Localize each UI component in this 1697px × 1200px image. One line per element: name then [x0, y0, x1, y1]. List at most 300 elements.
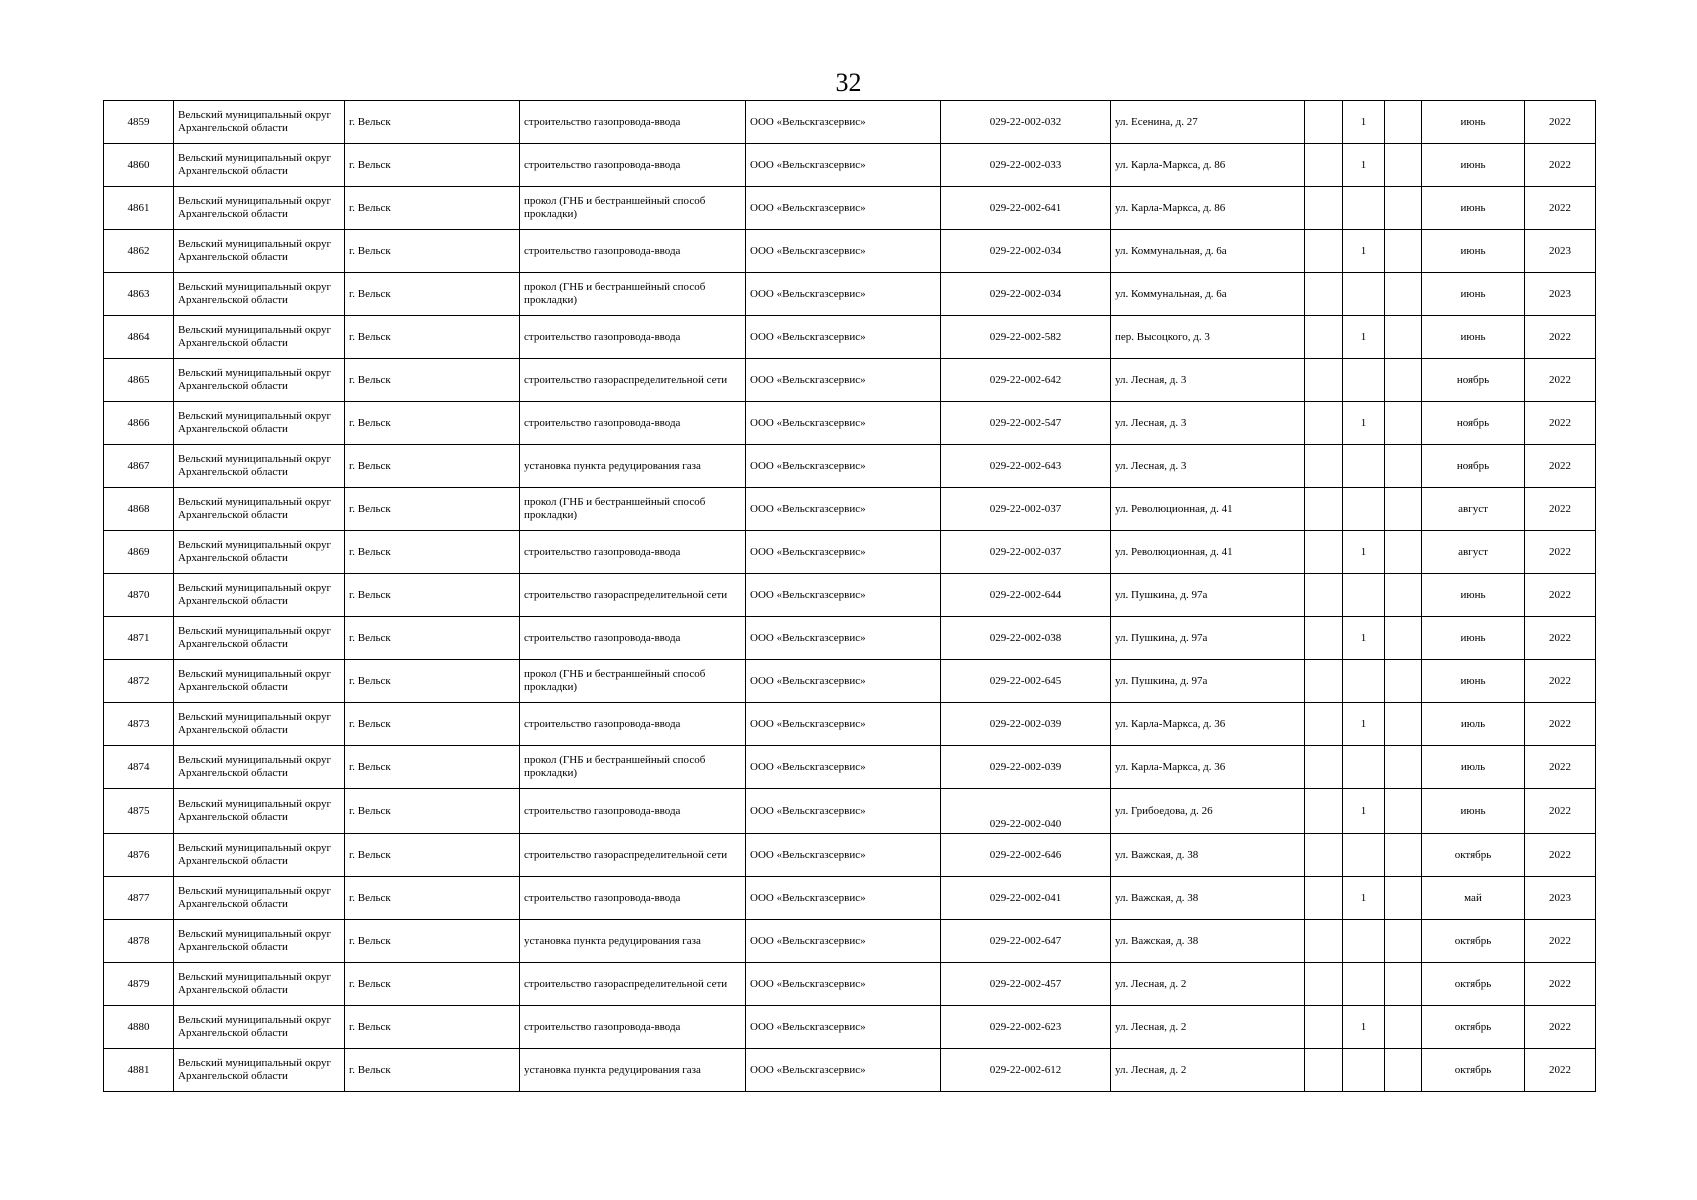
cell-district: Вельский муниципальный округ Архангельской области — [174, 703, 345, 746]
cell-year: 2022 — [1525, 1006, 1596, 1049]
cell-district: Вельский муниципальный округ Архангельской области — [174, 877, 345, 920]
cell-address: ул. Коммунальная, д. 6а — [1111, 230, 1305, 273]
cell-district: Вельский муниципальный округ Архангельской области — [174, 101, 345, 144]
cell-city: г. Вельск — [345, 187, 520, 230]
cell-district: Вельский муниципальный округ Архангельской области — [174, 1006, 345, 1049]
cell-address: ул. Революционная, д. 41 — [1111, 488, 1305, 531]
cell-code: 029-22-002-034 — [941, 273, 1111, 316]
cell-code: 029-22-002-038 — [941, 617, 1111, 660]
cell-empty — [1305, 230, 1343, 273]
cell-month: ноябрь — [1422, 402, 1525, 445]
cell-empty — [1385, 187, 1422, 230]
table-row — [104, 273, 1596, 316]
cell-city: г. Вельск — [345, 703, 520, 746]
cell-month: июнь — [1422, 316, 1525, 359]
cell-address: ул. Есенина, д. 27 — [1111, 101, 1305, 144]
cell-month: октябрь — [1422, 963, 1525, 1006]
cell-district: Вельский муниципальный округ Архангельской области — [174, 920, 345, 963]
cell-row-number: 4877 — [104, 877, 174, 920]
cell-district: Вельский муниципальный округ Архангельской области — [174, 660, 345, 703]
table-body — [104, 101, 1596, 1092]
cell-empty — [1385, 402, 1422, 445]
cell-month: июнь — [1422, 617, 1525, 660]
cell-empty — [1305, 273, 1343, 316]
cell-city: г. Вельск — [345, 1049, 520, 1092]
cell-quantity — [1343, 488, 1385, 531]
cell-district: Вельский муниципальный округ Архангельской области — [174, 488, 345, 531]
cell-city: г. Вельск — [345, 617, 520, 660]
cell-district: Вельский муниципальный округ Архангельской области — [174, 359, 345, 402]
cell-code: 029-22-002-032 — [941, 101, 1111, 144]
cell-empty — [1305, 877, 1343, 920]
cell-organization: ООО «Вельскгазсервис» — [746, 445, 941, 488]
cell-organization: ООО «Вельскгазсервис» — [746, 531, 941, 574]
cell-quantity: 1 — [1343, 789, 1385, 834]
cell-row-number: 4873 — [104, 703, 174, 746]
cell-row-number: 4880 — [104, 1006, 174, 1049]
cell-address: ул. Карла-Маркса, д. 86 — [1111, 187, 1305, 230]
cell-organization: ООО «Вельскгазсервис» — [746, 316, 941, 359]
cell-address: ул. Карла-Маркса, д. 36 — [1111, 703, 1305, 746]
cell-quantity — [1343, 963, 1385, 1006]
cell-address: ул. Коммунальная, д. 6а — [1111, 273, 1305, 316]
cell-code: 029-22-002-623 — [941, 1006, 1111, 1049]
cell-city: г. Вельск — [345, 445, 520, 488]
cell-address: ул. Карла-Маркса, д. 36 — [1111, 746, 1305, 789]
cell-organization: ООО «Вельскгазсервис» — [746, 877, 941, 920]
cell-address: ул. Пушкина, д. 97а — [1111, 574, 1305, 617]
cell-code: 029-22-002-642 — [941, 359, 1111, 402]
cell-row-number: 4872 — [104, 660, 174, 703]
cell-quantity: 1 — [1343, 531, 1385, 574]
cell-quantity — [1343, 445, 1385, 488]
cell-row-number: 4866 — [104, 402, 174, 445]
table-row — [104, 187, 1596, 230]
cell-empty — [1305, 101, 1343, 144]
cell-row-number: 4859 — [104, 101, 174, 144]
cell-year: 2023 — [1525, 273, 1596, 316]
cell-month: июнь — [1422, 187, 1525, 230]
cell-quantity: 1 — [1343, 877, 1385, 920]
cell-organization: ООО «Вельскгазсервис» — [746, 187, 941, 230]
cell-row-number: 4870 — [104, 574, 174, 617]
cell-work-type: строительство газораспределительной сети — [520, 834, 746, 877]
cell-empty — [1305, 316, 1343, 359]
table-row — [104, 963, 1596, 1006]
cell-district: Вельский муниципальный округ Архангельской области — [174, 746, 345, 789]
cell-work-type: прокол (ГНБ и бестраншейный способ прокладки) — [520, 660, 746, 703]
table-row — [104, 834, 1596, 877]
table-row — [104, 445, 1596, 488]
cell-row-number: 4863 — [104, 273, 174, 316]
cell-year: 2022 — [1525, 703, 1596, 746]
cell-code: 029-22-002-644 — [941, 574, 1111, 617]
table-row — [104, 1049, 1596, 1092]
cell-empty — [1385, 877, 1422, 920]
cell-empty — [1385, 703, 1422, 746]
cell-month: июнь — [1422, 789, 1525, 834]
cell-organization: ООО «Вельскгазсервис» — [746, 834, 941, 877]
cell-quantity: 1 — [1343, 1006, 1385, 1049]
cell-work-type: строительство газопровода-ввода — [520, 877, 746, 920]
cell-quantity: 1 — [1343, 703, 1385, 746]
cell-row-number: 4865 — [104, 359, 174, 402]
cell-city: г. Вельск — [345, 273, 520, 316]
table-row — [104, 877, 1596, 920]
cell-district: Вельский муниципальный округ Архангельской области — [174, 574, 345, 617]
cell-work-type: строительство газопровода-ввода — [520, 1006, 746, 1049]
cell-year: 2022 — [1525, 316, 1596, 359]
cell-year: 2022 — [1525, 531, 1596, 574]
cell-address: пер. Высоцкого, д. 3 — [1111, 316, 1305, 359]
cell-work-type: строительство газопровода-ввода — [520, 316, 746, 359]
cell-city: г. Вельск — [345, 789, 520, 834]
cell-city: г. Вельск — [345, 316, 520, 359]
cell-year: 2022 — [1525, 488, 1596, 531]
cell-year: 2022 — [1525, 574, 1596, 617]
cell-district: Вельский муниципальный округ Архангельской области — [174, 273, 345, 316]
cell-work-type: установка пункта редуцирования газа — [520, 1049, 746, 1092]
cell-district: Вельский муниципальный округ Архангельской области — [174, 531, 345, 574]
cell-year: 2022 — [1525, 789, 1596, 834]
cell-organization: ООО «Вельскгазсервис» — [746, 574, 941, 617]
cell-month: октябрь — [1422, 834, 1525, 877]
cell-address: ул. Лесная, д. 3 — [1111, 359, 1305, 402]
table-row — [104, 531, 1596, 574]
cell-empty — [1385, 273, 1422, 316]
cell-month: октябрь — [1422, 1006, 1525, 1049]
cell-code: 029-22-002-037 — [941, 488, 1111, 531]
cell-empty — [1385, 789, 1422, 834]
cell-year: 2022 — [1525, 445, 1596, 488]
cell-district: Вельский муниципальный округ Архангельской области — [174, 834, 345, 877]
cell-quantity — [1343, 834, 1385, 877]
cell-empty — [1305, 617, 1343, 660]
cell-address: ул. Важская, д. 38 — [1111, 877, 1305, 920]
cell-city: г. Вельск — [345, 660, 520, 703]
cell-month: июль — [1422, 746, 1525, 789]
cell-district: Вельский муниципальный округ Архангельской области — [174, 963, 345, 1006]
cell-address: ул. Революционная, д. 41 — [1111, 531, 1305, 574]
cell-city: г. Вельск — [345, 402, 520, 445]
cell-city: г. Вельск — [345, 877, 520, 920]
cell-row-number: 4861 — [104, 187, 174, 230]
cell-empty — [1385, 445, 1422, 488]
table-row — [104, 1006, 1596, 1049]
cell-quantity — [1343, 187, 1385, 230]
cell-year: 2022 — [1525, 402, 1596, 445]
cell-district: Вельский муниципальный округ Архангельской области — [174, 230, 345, 273]
cell-quantity: 1 — [1343, 402, 1385, 445]
cell-row-number: 4867 — [104, 445, 174, 488]
cell-empty — [1385, 359, 1422, 402]
cell-work-type: прокол (ГНБ и бестраншейный способ прокладки) — [520, 187, 746, 230]
cell-work-type: строительство газопровода-ввода — [520, 531, 746, 574]
registry-table — [103, 100, 1596, 1092]
cell-district: Вельский муниципальный округ Архангельской области — [174, 316, 345, 359]
cell-code: 029-22-002-645 — [941, 660, 1111, 703]
cell-district: Вельский муниципальный округ Архангельской области — [174, 402, 345, 445]
cell-empty — [1305, 445, 1343, 488]
cell-work-type: строительство газопровода-ввода — [520, 617, 746, 660]
cell-organization: ООО «Вельскгазсервис» — [746, 963, 941, 1006]
cell-work-type: строительство газопровода-ввода — [520, 402, 746, 445]
cell-empty — [1305, 402, 1343, 445]
cell-city: г. Вельск — [345, 920, 520, 963]
cell-organization: ООО «Вельскгазсервис» — [746, 488, 941, 531]
cell-work-type: прокол (ГНБ и бестраншейный способ прокладки) — [520, 273, 746, 316]
table-row — [104, 359, 1596, 402]
cell-code: 029-22-002-582 — [941, 316, 1111, 359]
cell-empty — [1305, 144, 1343, 187]
cell-empty — [1305, 789, 1343, 834]
cell-address: ул. Пушкина, д. 97а — [1111, 617, 1305, 660]
cell-address: ул. Пушкина, д. 97а — [1111, 660, 1305, 703]
cell-empty — [1385, 531, 1422, 574]
cell-month: август — [1422, 488, 1525, 531]
cell-organization: ООО «Вельскгазсервис» — [746, 359, 941, 402]
cell-city: г. Вельск — [345, 531, 520, 574]
cell-month: ноябрь — [1422, 445, 1525, 488]
cell-empty — [1385, 1006, 1422, 1049]
cell-code: 029-22-002-643 — [941, 445, 1111, 488]
cell-empty — [1385, 746, 1422, 789]
cell-address: ул. Важская, д. 38 — [1111, 920, 1305, 963]
cell-quantity — [1343, 574, 1385, 617]
cell-row-number: 4875 — [104, 789, 174, 834]
cell-organization: ООО «Вельскгазсервис» — [746, 1006, 941, 1049]
cell-year: 2022 — [1525, 617, 1596, 660]
cell-quantity: 1 — [1343, 144, 1385, 187]
cell-year: 2023 — [1525, 877, 1596, 920]
cell-empty — [1385, 1049, 1422, 1092]
cell-row-number: 4876 — [104, 834, 174, 877]
table-row — [104, 574, 1596, 617]
cell-work-type: строительство газопровода-ввода — [520, 703, 746, 746]
cell-empty — [1305, 834, 1343, 877]
table-row — [104, 746, 1596, 789]
cell-empty — [1385, 144, 1422, 187]
cell-code: 029-22-002-647 — [941, 920, 1111, 963]
cell-code: 029-22-002-033 — [941, 144, 1111, 187]
cell-address: ул. Лесная, д. 3 — [1111, 445, 1305, 488]
cell-empty — [1305, 1006, 1343, 1049]
cell-work-type: строительство газопровода-ввода — [520, 101, 746, 144]
cell-work-type: строительство газопровода-ввода — [520, 144, 746, 187]
cell-code: 029-22-002-547 — [941, 402, 1111, 445]
cell-month: июнь — [1422, 574, 1525, 617]
cell-quantity: 1 — [1343, 230, 1385, 273]
cell-month: июнь — [1422, 660, 1525, 703]
cell-month: ноябрь — [1422, 359, 1525, 402]
cell-month: июнь — [1422, 101, 1525, 144]
cell-organization: ООО «Вельскгазсервис» — [746, 920, 941, 963]
cell-quantity: 1 — [1343, 316, 1385, 359]
cell-year: 2022 — [1525, 187, 1596, 230]
cell-city: г. Вельск — [345, 963, 520, 1006]
cell-work-type: строительство газопровода-ввода — [520, 789, 746, 834]
table-row — [104, 920, 1596, 963]
cell-month: октябрь — [1422, 1049, 1525, 1092]
cell-empty — [1305, 1049, 1343, 1092]
cell-empty — [1385, 488, 1422, 531]
cell-organization: ООО «Вельскгазсервис» — [746, 617, 941, 660]
cell-row-number: 4871 — [104, 617, 174, 660]
cell-year: 2022 — [1525, 359, 1596, 402]
cell-organization: ООО «Вельскгазсервис» — [746, 789, 941, 834]
cell-city: г. Вельск — [345, 359, 520, 402]
cell-row-number: 4864 — [104, 316, 174, 359]
cell-row-number: 4860 — [104, 144, 174, 187]
cell-organization: ООО «Вельскгазсервис» — [746, 230, 941, 273]
cell-address: ул. Лесная, д. 3 — [1111, 402, 1305, 445]
cell-quantity — [1343, 660, 1385, 703]
cell-row-number: 4868 — [104, 488, 174, 531]
cell-address: ул. Лесная, д. 2 — [1111, 1049, 1305, 1092]
table-row — [104, 488, 1596, 531]
cell-row-number: 4869 — [104, 531, 174, 574]
cell-empty — [1385, 101, 1422, 144]
cell-organization: ООО «Вельскгазсервис» — [746, 144, 941, 187]
cell-quantity: 1 — [1343, 101, 1385, 144]
cell-empty — [1305, 574, 1343, 617]
cell-city: г. Вельск — [345, 488, 520, 531]
table-row — [104, 660, 1596, 703]
cell-year: 2022 — [1525, 920, 1596, 963]
cell-city: г. Вельск — [345, 144, 520, 187]
cell-address: ул. Лесная, д. 2 — [1111, 963, 1305, 1006]
cell-organization: ООО «Вельскгазсервис» — [746, 703, 941, 746]
cell-address: ул. Лесная, д. 2 — [1111, 1006, 1305, 1049]
cell-quantity — [1343, 273, 1385, 316]
table-row — [104, 789, 1596, 834]
cell-code: 029-22-002-040 — [941, 789, 1111, 834]
table-row — [104, 316, 1596, 359]
page-number: 32 — [835, 68, 862, 97]
cell-district: Вельский муниципальный округ Архангельской области — [174, 789, 345, 834]
cell-empty — [1385, 834, 1422, 877]
cell-year: 2023 — [1525, 230, 1596, 273]
cell-city: г. Вельск — [345, 746, 520, 789]
table-row — [104, 703, 1596, 746]
cell-month: июнь — [1422, 273, 1525, 316]
cell-empty — [1385, 230, 1422, 273]
cell-month: июль — [1422, 703, 1525, 746]
cell-row-number: 4879 — [104, 963, 174, 1006]
cell-row-number: 4878 — [104, 920, 174, 963]
cell-empty — [1305, 488, 1343, 531]
cell-address: ул. Важская, д. 38 — [1111, 834, 1305, 877]
cell-row-number: 4874 — [104, 746, 174, 789]
cell-empty — [1385, 316, 1422, 359]
cell-year: 2022 — [1525, 963, 1596, 1006]
cell-work-type: прокол (ГНБ и бестраншейный способ прокладки) — [520, 488, 746, 531]
cell-quantity — [1343, 746, 1385, 789]
cell-city: г. Вельск — [345, 574, 520, 617]
cell-row-number: 4881 — [104, 1049, 174, 1092]
cell-year: 2022 — [1525, 660, 1596, 703]
cell-quantity — [1343, 359, 1385, 402]
cell-organization: ООО «Вельскгазсервис» — [746, 746, 941, 789]
cell-quantity: 1 — [1343, 617, 1385, 660]
cell-empty — [1305, 963, 1343, 1006]
cell-organization: ООО «Вельскгазсервис» — [746, 402, 941, 445]
cell-address: ул. Грибоедова, д. 26 — [1111, 789, 1305, 834]
cell-district: Вельский муниципальный округ Архангельской области — [174, 1049, 345, 1092]
cell-empty — [1385, 660, 1422, 703]
cell-year: 2022 — [1525, 834, 1596, 877]
cell-organization: ООО «Вельскгазсервис» — [746, 273, 941, 316]
cell-work-type: прокол (ГНБ и бестраншейный способ прокладки) — [520, 746, 746, 789]
cell-code: 029-22-002-457 — [941, 963, 1111, 1006]
cell-code: 029-22-002-612 — [941, 1049, 1111, 1092]
cell-empty — [1305, 920, 1343, 963]
table-row — [104, 402, 1596, 445]
cell-empty — [1305, 359, 1343, 402]
cell-city: г. Вельск — [345, 834, 520, 877]
cell-empty — [1305, 660, 1343, 703]
table-row — [104, 230, 1596, 273]
cell-city: г. Вельск — [345, 230, 520, 273]
cell-work-type: установка пункта редуцирования газа — [520, 920, 746, 963]
cell-district: Вельский муниципальный округ Архангельской области — [174, 445, 345, 488]
cell-organization: ООО «Вельскгазсервис» — [746, 660, 941, 703]
cell-year: 2022 — [1525, 1049, 1596, 1092]
cell-month: июнь — [1422, 230, 1525, 273]
cell-empty — [1305, 187, 1343, 230]
cell-empty — [1385, 617, 1422, 660]
cell-month: июнь — [1422, 144, 1525, 187]
cell-work-type: строительство газопровода-ввода — [520, 230, 746, 273]
cell-code: 029-22-002-041 — [941, 877, 1111, 920]
cell-city: г. Вельск — [345, 101, 520, 144]
cell-work-type: строительство газораспределительной сети — [520, 574, 746, 617]
cell-month: август — [1422, 531, 1525, 574]
cell-empty — [1385, 963, 1422, 1006]
table-row — [104, 617, 1596, 660]
cell-empty — [1305, 703, 1343, 746]
cell-code: 029-22-002-039 — [941, 703, 1111, 746]
cell-year: 2022 — [1525, 144, 1596, 187]
cell-row-number: 4862 — [104, 230, 174, 273]
cell-quantity — [1343, 1049, 1385, 1092]
cell-work-type: строительство газораспределительной сети — [520, 963, 746, 1006]
cell-code: 029-22-002-039 — [941, 746, 1111, 789]
cell-district: Вельский муниципальный округ Архангельской области — [174, 617, 345, 660]
cell-work-type: строительство газораспределительной сети — [520, 359, 746, 402]
cell-empty — [1385, 574, 1422, 617]
cell-month: май — [1422, 877, 1525, 920]
cell-district: Вельский муниципальный округ Архангельской области — [174, 144, 345, 187]
cell-code: 029-22-002-034 — [941, 230, 1111, 273]
cell-organization: ООО «Вельскгазсервис» — [746, 1049, 941, 1092]
cell-district: Вельский муниципальный округ Архангельской области — [174, 187, 345, 230]
cell-organization: ООО «Вельскгазсервис» — [746, 101, 941, 144]
cell-empty — [1305, 746, 1343, 789]
cell-empty — [1305, 531, 1343, 574]
cell-code: 029-22-002-641 — [941, 187, 1111, 230]
table-row — [104, 101, 1596, 144]
cell-year: 2022 — [1525, 101, 1596, 144]
cell-code: 029-22-002-037 — [941, 531, 1111, 574]
cell-work-type: установка пункта редуцирования газа — [520, 445, 746, 488]
cell-year: 2022 — [1525, 746, 1596, 789]
cell-city: г. Вельск — [345, 1006, 520, 1049]
cell-code: 029-22-002-646 — [941, 834, 1111, 877]
cell-address: ул. Карла-Маркса, д. 86 — [1111, 144, 1305, 187]
cell-month: октябрь — [1422, 920, 1525, 963]
cell-quantity — [1343, 920, 1385, 963]
